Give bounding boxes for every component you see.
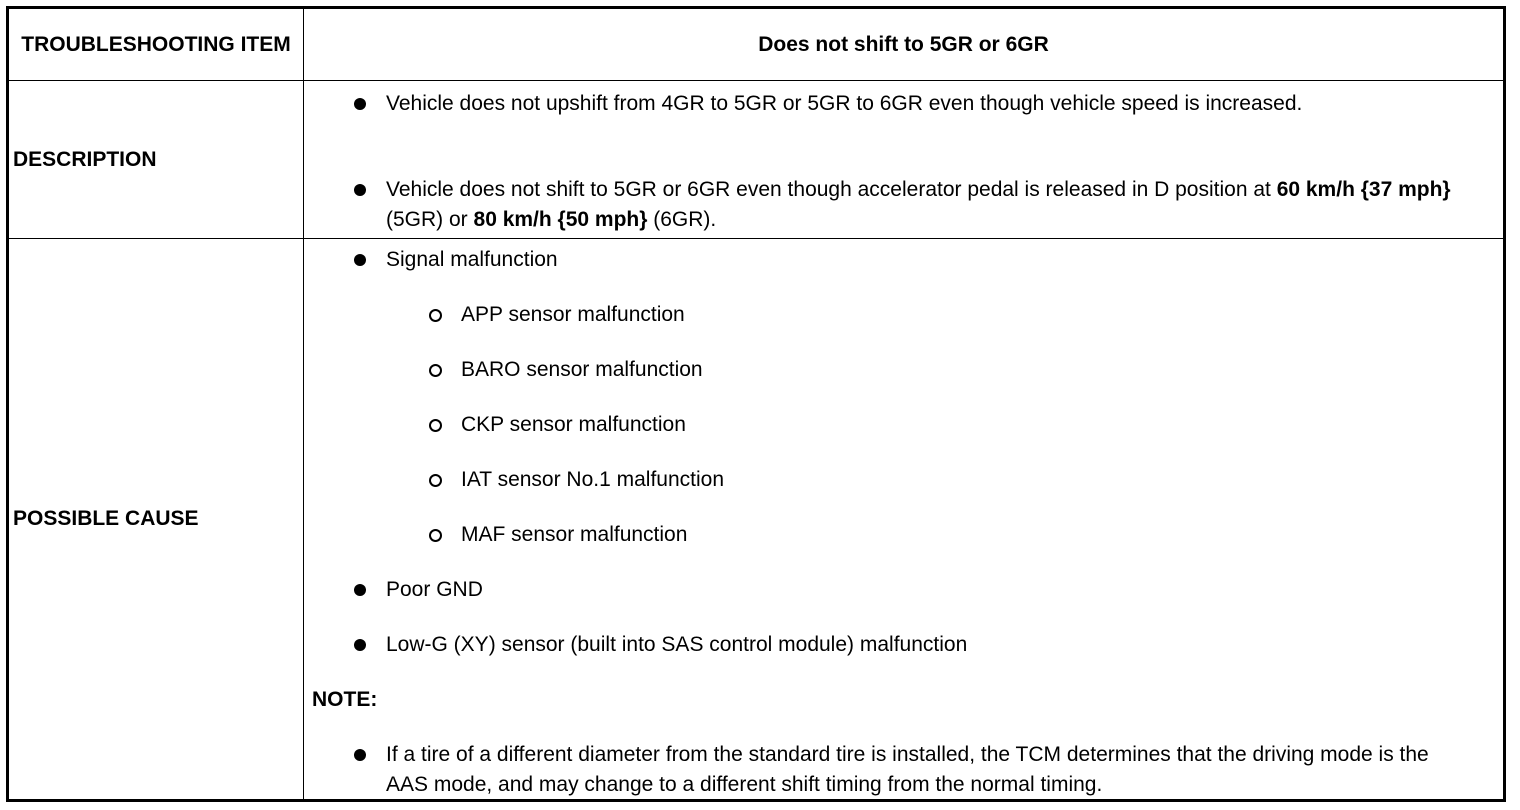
- description-text-part: (6GR).: [647, 208, 717, 231]
- header-right-cell: [304, 9, 1503, 80]
- header-left-cell: [9, 9, 304, 80]
- description-text-part: (5GR) or: [386, 208, 474, 231]
- header-row: [9, 9, 1503, 81]
- possible-cause-content-cell: [304, 239, 1503, 799]
- description-content-cell: [304, 81, 1503, 238]
- bullet-dot-icon: [354, 254, 366, 266]
- sub-cause-text: CKP sensor malfunction: [461, 413, 686, 436]
- sub-cause-text: MAF sensor malfunction: [461, 523, 688, 546]
- bullet-dot-icon: [354, 639, 366, 651]
- cause-text: Low-G (XY) sensor (built into SAS control module) malfunction: [386, 633, 968, 656]
- troubleshooting-item-label: TROUBLESHOOTING ITEM: [21, 33, 291, 56]
- description-text-part: Vehicle does not shift to 5GR or 6GR even though accelerator pedal is released in D position at: [386, 178, 1277, 201]
- description-bullet-text: Vehicle does not upshift from 4GR to 5GR or 5GR to 6GR even though vehicle speed is increased.: [386, 92, 1303, 115]
- description-row: [9, 81, 1503, 239]
- possible-cause-row: [9, 239, 1503, 799]
- circle-bullet-icon: [429, 309, 442, 322]
- possible-cause-label: POSSIBLE CAUSE: [13, 507, 199, 530]
- circle-bullet-icon: [429, 529, 442, 542]
- note-label: NOTE:: [312, 688, 378, 711]
- bullet-dot-icon: [354, 749, 366, 761]
- description-label: DESCRIPTION: [13, 147, 157, 171]
- description-bullet-text: [386, 175, 1473, 235]
- troubleshooting-table: [6, 6, 1506, 802]
- note-text: If a tire of a different diameter from the standard tire is installed, the TCM determines that the driving mode is the AAS mode, and may change to a different shift timing from the normal timing.: [386, 743, 1429, 796]
- possible-cause-label-cell: [9, 239, 304, 799]
- sub-cause-text: BARO sensor malfunction: [461, 358, 703, 381]
- cause-text: Poor GND: [386, 578, 483, 601]
- circle-bullet-icon: [429, 474, 442, 487]
- circle-bullet-icon: [429, 364, 442, 377]
- description-label-cell: [9, 81, 304, 238]
- speed-spec-5gr: 60 km/h {37 mph}: [1276, 178, 1451, 201]
- bullet-dot-icon: [354, 98, 366, 110]
- speed-spec-6gr: 80 km/h {50 mph}: [473, 208, 648, 231]
- circle-bullet-icon: [429, 419, 442, 432]
- sub-cause-text: APP sensor malfunction: [461, 303, 685, 326]
- sub-cause-text: IAT sensor No.1 malfunction: [461, 468, 725, 491]
- cause-text: Signal malfunction: [386, 248, 558, 271]
- troubleshooting-item-title: Does not shift to 5GR or 6GR: [758, 32, 1049, 56]
- bullet-dot-icon: [354, 584, 366, 596]
- bullet-dot-icon: [354, 184, 366, 196]
